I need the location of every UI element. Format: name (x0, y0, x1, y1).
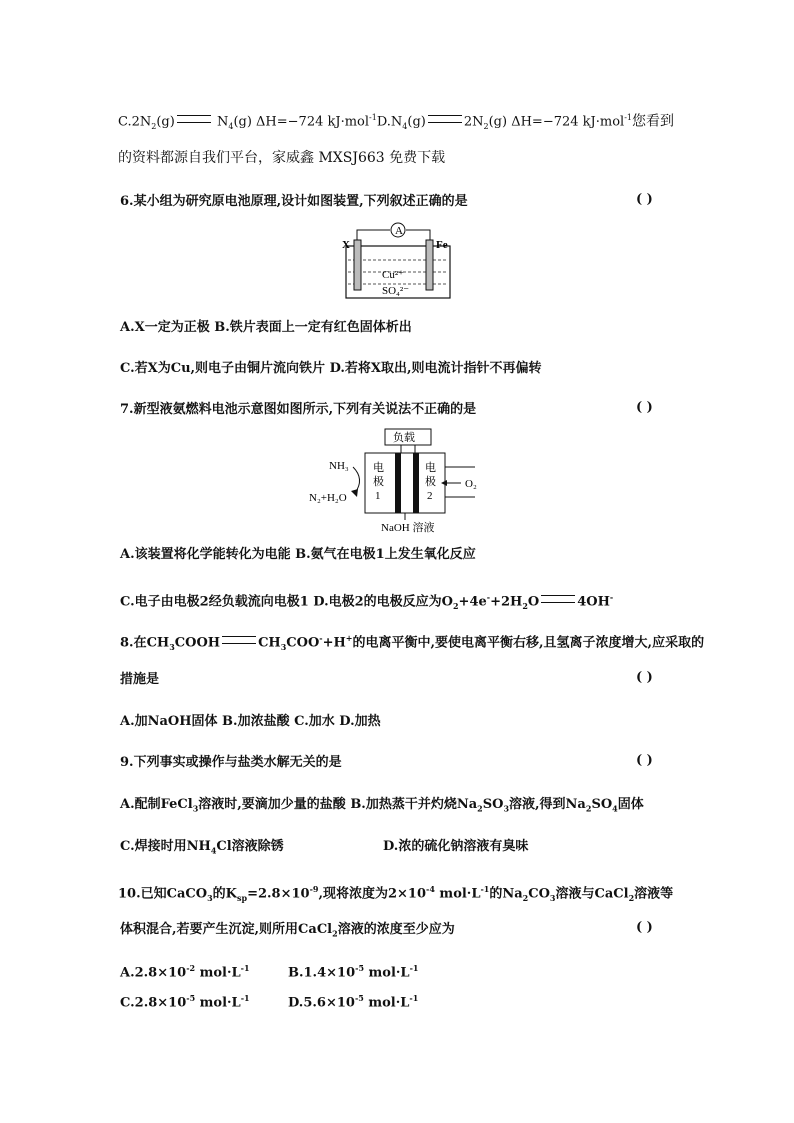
q10-option-c: $C.2.8\times 10^{-5}$ $mol\cdot L^{-1}$ (120, 993, 250, 1011)
equals-sign (177, 115, 211, 123)
q10-option-a: $A.2.8\times 10^{-2}$ $mol\cdot L^{-1}$ (120, 963, 250, 981)
ad-line: 的资料都源自我们平台，家威鑫 MXSJ663 免费下载 (118, 150, 446, 166)
equilibrium-sign (222, 636, 256, 644)
label-cu: Cu²⁺ (382, 269, 404, 281)
q10-option-d: $D.5.6\times 10^{-5}$ $mol\cdot L^{-1}$ (288, 993, 419, 1011)
arrow-head (351, 489, 358, 497)
q8-options: A.加NaOH固体 B.加浓盐酸 C.加水 D.加热 (120, 714, 381, 729)
electrode-1-char-b: 极 (373, 476, 384, 488)
nh3-label: NH₃ (329, 460, 349, 472)
q6-options-cd: C.若X为Cu,则电子由铜片流向铁片 D.若将X取出,则电流计指针不再偏转 (120, 361, 542, 376)
electrode-1-char-c: 1 (375, 490, 381, 502)
q5-options-line: $C.2N_2(g)$ $N_4(g)$ ΔH=−724 $kJ\cdot mol^{-1}D.N_4(g)$ $2N_2(g)$ ΔH=−724 kJ·mol$^{-1}$您看到 (118, 113, 674, 131)
q7-options-ab: A.该装置将化学能转化为电能 B.氨气在电极1上发生氧化反应 (120, 547, 476, 562)
electrode-1-char-a: 电 (373, 462, 384, 474)
nh3-arrow (353, 467, 360, 493)
label-fe: Fe (436, 239, 448, 251)
q7-options-cd: C.电子由电极2经负载流向电极1 D.电极2的电极反应为$O_2+4e^-+2H_2O$ 4OH- (120, 592, 614, 611)
answer-paren-7: ( ) (636, 400, 653, 415)
galvanic-cell-figure (340, 222, 460, 302)
electrode-x (354, 240, 361, 290)
question-10: 10.已知CaCO$_3$的$K_{sp}=2.8\times 10^{-9}$,现将浓度为$2\times 10^{-4}$ $mol\cdot L^{-1}$的$Na_2CO_3$溶液与CaCl$_2$溶液等 (118, 884, 674, 903)
question-9: 9.下列事实或操作与盐类水解无关的是 (120, 755, 342, 770)
electrode-2-bar (413, 453, 419, 513)
o2-label: O₂ (465, 478, 477, 490)
naoh-label: NaOH 溶液 (381, 522, 435, 534)
question-8: 8.在$CH_3COOH$ $CH_3COO^-+H^+$的电离平衡中,要使电离平衡右移,且氢离子浓度增大,应采取的 (120, 633, 705, 652)
question-7: 7.新型液氨燃料电池示意图如图所示,下列有关说法不正确的是 (120, 402, 477, 417)
load-label: 负载 (393, 432, 415, 444)
q9-option-d: D.浓的硫化钠溶液有臭味 (383, 839, 529, 854)
ammeter-label: A (395, 225, 403, 237)
electrode-fe (426, 240, 433, 290)
answer-paren-8: ( ) (636, 670, 653, 685)
question-10-line-2: 体积混合,若要产生沉淀,则所用CaCl$_2$溶液的浓度至少应为 (120, 922, 455, 939)
equals-sign (541, 595, 575, 603)
wire-left (357, 230, 390, 240)
q6-options-ab: A.X一定为正极 B.铁片表面上一定有红色固体析出 (120, 320, 412, 335)
out-label: N₂+H₂O (309, 492, 347, 504)
wire-right (406, 230, 430, 240)
q9-option-c: C.焊接时用$NH_4Cl$溶液除锈 (120, 839, 284, 856)
electrode-2-char-b: 极 (425, 476, 436, 488)
electrode-1-bar (395, 453, 401, 513)
question-8-line-2: 措施是 (120, 672, 160, 687)
fuel-cell-figure (305, 427, 495, 535)
q9-options-ab: A.配制FeCl$_3$溶液时,要滴加少量的盐酸 B.加热蒸干并灼烧$Na_2SO_3$溶液,得到$Na_2SO_4$固体 (120, 797, 644, 814)
equals-sign (428, 115, 462, 123)
answer-paren-10: ( ) (636, 920, 653, 935)
answer-paren-6: ( ) (636, 192, 653, 207)
q10-option-b: $B.1.4\times 10^{-5}$ $mol\cdot L^{-1}$ (288, 963, 419, 981)
label-so4: SO₄²⁻ (382, 285, 410, 297)
electrode-2-char-a: 电 (425, 462, 436, 474)
electrode-2-char-c: 2 (427, 490, 433, 502)
label-x: X (342, 239, 350, 251)
question-6: 6.某小组为研究原电池原理,设计如图装置,下列叙述正确的是 (120, 194, 468, 209)
answer-paren-9: ( ) (636, 753, 653, 768)
